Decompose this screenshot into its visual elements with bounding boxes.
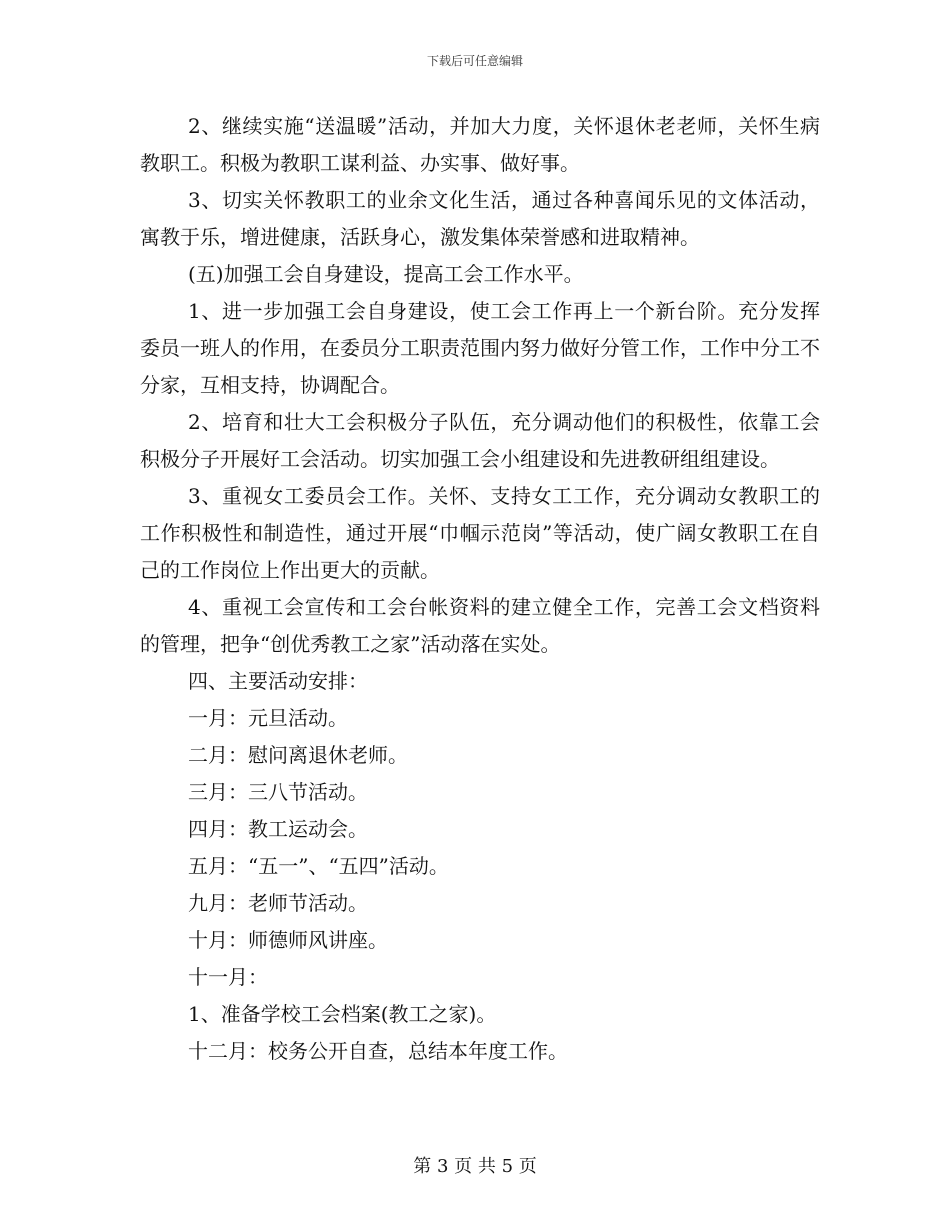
header-note: 下载后可任意编辑 bbox=[426, 54, 523, 68]
list-item: 十月：师德师风讲座。 bbox=[188, 928, 388, 952]
list-item: 一月：元旦活动。 bbox=[188, 706, 348, 730]
page-number: 第 3 页 共 5 页 bbox=[413, 1156, 537, 1177]
list-item: 十一月： bbox=[188, 965, 268, 989]
list-item: 二月：慰问离退休老师。 bbox=[188, 743, 408, 767]
paragraph: 2、培育和壮大工会积极分子队伍，充分调动他们的积极性，依靠工会积极分子开展好工会活动。切实加强工会小组建设和先进教研组组建设。 bbox=[140, 410, 820, 471]
document-body bbox=[140, 108, 820, 1070]
list-item: 十二月：校务公开自查，总结本年度工作。 bbox=[188, 1039, 568, 1063]
list-item: 九月：老师节活动。 bbox=[188, 891, 368, 915]
list-item: 三月：三八节活动。 bbox=[188, 780, 368, 804]
list-item: 五月：“五一”、“五四”活动。 bbox=[188, 854, 449, 878]
paragraph: 2、继续实施“送温暖”活动，并加大力度，关怀退休老老师，关怀生病教职工。积极为教职工谋利益、办实事、做好事。 bbox=[140, 114, 820, 175]
list-item: 1、准备学校工会档案(教工之家)。 bbox=[188, 1002, 497, 1026]
section-heading: 四、主要活动安排： bbox=[188, 669, 368, 693]
paragraph: 3、重视女工委员会工作。关怀、支持女工工作，充分调动女教职工的工作积极性和制造性，通过开展“巾帼示范岗”等活动，使广阔女教职工在自己的工作岗位上作出更大的贡献。 bbox=[140, 484, 820, 582]
paragraph: 1、进一步加强工会自身建设，使工会工作再上一个新台阶。充分发挥委员一班人的作用，在委员分工职责范围内努力做好分管工作，工作中分工不分家，互相支持，协调配合。 bbox=[140, 299, 820, 397]
paragraph: 4、重视工会宣传和工会台帐资料的建立健全工作，完善工会文档资料的管理，把争“创优秀教工之家”活动落在实处。 bbox=[140, 595, 820, 656]
list-item: 四月：教工运动会。 bbox=[188, 817, 368, 841]
paragraph: 3、切实关怀教职工的业余文化生活，通过各种喜闻乐见的文体活动，寓教于乐，增进健康，活跃身心，激发集体荣誉感和进取精神。 bbox=[140, 188, 820, 249]
section-heading: (五)加强工会自身建设，提高工会工作水平。 bbox=[188, 262, 584, 286]
